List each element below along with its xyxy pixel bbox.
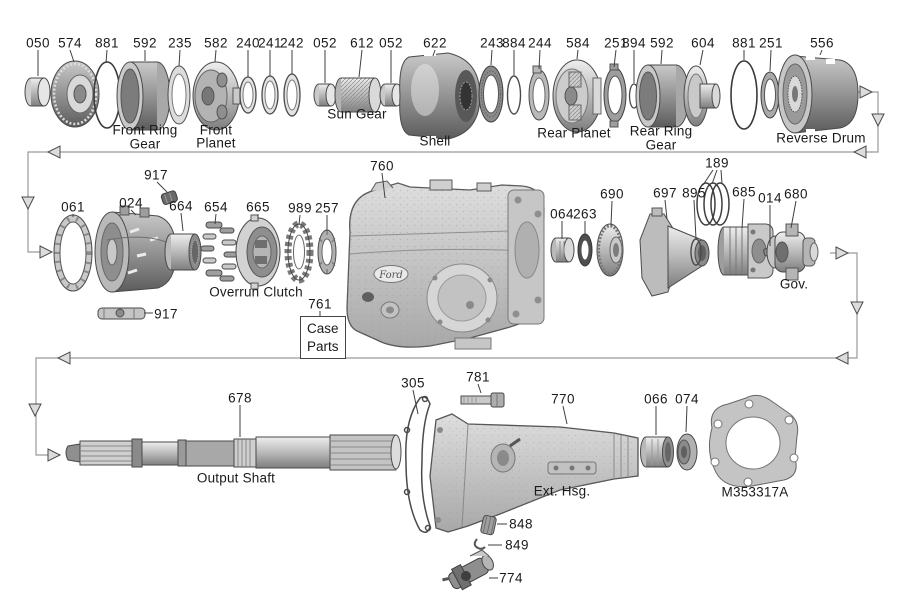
caption-rear-ring-gear-1: Rear Ring [629, 123, 693, 139]
callout-781: 781 [466, 369, 490, 385]
callout-884: 884 [502, 35, 526, 51]
part-061-band-drawing [54, 215, 92, 291]
leader-line-612 [359, 50, 362, 77]
part-050-bearing-drawing [25, 78, 50, 106]
part-242-ring-drawing [284, 74, 300, 116]
callout-240: 240 [236, 35, 260, 51]
leader-line-574 [70, 50, 74, 62]
callout-241: 241 [258, 35, 282, 51]
callout-582: 582 [204, 35, 228, 51]
part-781-bolt-drawing [461, 393, 504, 407]
caption-ext-hsg: Ext. Hsg. [533, 483, 591, 499]
callout-849: 849 [505, 537, 529, 553]
part-770-extension-housing-drawing [430, 414, 638, 532]
part-251-lugged-ring-right-drawing [761, 72, 779, 118]
callout-305: 305 [401, 375, 425, 391]
part-257-washer-drawing [318, 230, 336, 274]
part-263-washer-drawing [578, 234, 592, 266]
part-664-sleeve-drawing [165, 234, 201, 270]
leader-line-604 [700, 50, 703, 65]
callout-243: 243 [480, 35, 504, 51]
callout-592-front: 592 [133, 35, 157, 51]
callout-556: 556 [810, 35, 834, 51]
part-052-collar-left-drawing [314, 84, 336, 106]
callout-685: 685 [732, 184, 756, 200]
callout-881-rear: 881 [732, 35, 756, 51]
leader-line-685 [742, 199, 744, 228]
callout-895: 895 [682, 185, 706, 201]
leader-line-243 [491, 50, 492, 65]
leader-line-582 [215, 50, 216, 62]
part-884-ring-drawing [508, 76, 521, 114]
part-849-clip-drawing [475, 539, 485, 549]
leader-line-895 [694, 200, 696, 239]
leader-line-917-anchor [157, 182, 167, 192]
callout-917-strut: 917 [154, 306, 178, 322]
part-244-plate-drawing [529, 66, 549, 120]
leader-line-074 [686, 406, 687, 432]
leader-line-235 [179, 50, 180, 66]
leader-line-881-front [106, 50, 107, 63]
callout-052-right: 052 [379, 35, 403, 51]
leader-line-556 [820, 50, 822, 55]
callout-678: 678 [228, 390, 252, 406]
callout-612: 612 [350, 35, 374, 51]
callout-584: 584 [566, 35, 590, 51]
part-604-hub-drawing [684, 66, 720, 126]
callout-066: 066 [644, 391, 668, 407]
callout-064: 064 [550, 206, 574, 222]
leader-line-781 [478, 384, 481, 393]
part-305-gasket-drawing [405, 397, 431, 533]
part-m353317a-gasket-drawing [709, 395, 798, 486]
caption-overrun-clutch: Overrun Clutch [209, 284, 303, 300]
callout-622: 622 [423, 35, 447, 51]
caption-output-shaft: Output Shaft [196, 470, 276, 486]
callout-697: 697 [653, 185, 677, 201]
caption-sun-gear: Sun Gear [327, 106, 387, 122]
part-240-ring-drawing [240, 77, 256, 113]
part-881-snap-ring-rear-drawing [731, 61, 757, 129]
leader-line-251-right [770, 50, 771, 71]
part-064-bushing-drawing [551, 238, 574, 262]
part-189-seal-rings-drawing [697, 183, 729, 225]
callout-014: 014 [758, 190, 782, 206]
callout-654: 654 [204, 199, 228, 215]
caption-m353317a: M353317A [721, 484, 789, 500]
callout-052-left: 052 [313, 35, 337, 51]
callout-894: 894 [622, 35, 646, 51]
leader-line-770 [563, 406, 567, 424]
part-241-ring-drawing [262, 76, 278, 114]
callout-574: 574 [58, 35, 82, 51]
caption-front-planet-2: Planet [196, 135, 236, 151]
callout-761: 761 [308, 296, 332, 312]
callout-592-rear: 592 [650, 35, 674, 51]
part-074-seal-drawing [677, 434, 697, 470]
caption-rear-planet: Rear Planet [537, 125, 611, 141]
part-584-rear-planet-drawing [553, 60, 601, 132]
part-592-rear-ring-gear-drawing [636, 65, 689, 127]
leader-line-189 [721, 170, 722, 184]
callout-251-right: 251 [759, 35, 783, 51]
callout-061: 061 [61, 199, 85, 215]
callout-989: 989 [288, 200, 312, 216]
part-678-output-shaft-drawing [66, 435, 401, 470]
leader-line-592-rear [661, 50, 662, 64]
callout-774: 774 [499, 570, 523, 586]
part-697-adapter-cone-drawing [640, 208, 709, 296]
leader-line-584 [577, 50, 578, 59]
part-556-reverse-drum-drawing [778, 55, 858, 134]
part-774-speedometer-gear-drawing [440, 550, 498, 596]
caption-gov: Gov. [779, 276, 809, 292]
callout-263: 263 [573, 206, 597, 222]
part-654-roller-spring-set-drawing [201, 222, 238, 281]
callout-257: 257 [315, 200, 339, 216]
part-024-clutch-drum-drawing [95, 206, 176, 292]
callout-074: 074 [675, 391, 699, 407]
part-917-strut-drawing [98, 308, 145, 319]
caption-reverse-drum: Reverse Drum [776, 130, 866, 146]
callout-189: 189 [705, 155, 729, 171]
part-917-anchor-drawing [161, 190, 179, 205]
case-parts-line-1: Case [307, 321, 339, 336]
caption-front-planet-1: Front [199, 122, 233, 138]
part-690-gear-drawing [597, 224, 623, 276]
ford-logo-text: Ford [379, 270, 403, 281]
callout-770: 770 [551, 391, 575, 407]
callout-848: 848 [509, 516, 533, 532]
callout-664: 664 [169, 198, 193, 214]
callout-024: 024 [119, 195, 143, 211]
part-622-shell-drawing [400, 51, 480, 141]
part-243-clutch-plate-drawing [479, 66, 503, 122]
callout-604: 604 [691, 35, 715, 51]
caption-rear-ring-gear-2: Gear [645, 137, 677, 153]
caption-shell: Shell [419, 133, 451, 149]
leader-line-690 [611, 201, 612, 225]
callout-665: 665 [246, 199, 270, 215]
part-665-overrun-clutch-race-drawing [236, 215, 280, 289]
part-760-transmission-case-drawing [347, 180, 544, 349]
part-574-gear-drawing [51, 61, 99, 127]
caption-front-ring-gear-2: Gear [129, 136, 161, 152]
part-052-collar-right-drawing [380, 84, 402, 106]
leader-line-989 [299, 215, 300, 225]
part-612-sun-gear-drawing [335, 78, 381, 112]
callout-251-mid: 251 [604, 35, 628, 51]
callout-881-front: 881 [95, 35, 119, 51]
callout-242: 242 [280, 35, 304, 51]
callout-690: 690 [600, 186, 624, 202]
callout-760: 760 [370, 158, 394, 174]
callout-244: 244 [528, 35, 552, 51]
leader-line-189 [712, 170, 717, 184]
part-680-governor-drawing [767, 224, 818, 280]
part-592-front-ring-gear-drawing [117, 62, 170, 130]
case-parts-line-2: Parts [307, 338, 339, 354]
part-251-lugged-ring-mid-drawing [604, 64, 626, 127]
part-235-thrust-washer-drawing [168, 66, 190, 124]
part-066-bushing-drawing [641, 437, 674, 467]
callout-235: 235 [168, 35, 192, 51]
part-989-sprag-cage-drawing [288, 224, 310, 280]
callout-680: 680 [784, 186, 808, 202]
leader-line-664 [181, 213, 183, 231]
case-parts-box [300, 316, 346, 359]
callout-050: 050 [26, 35, 50, 51]
callout-917-anchor: 917 [144, 167, 168, 183]
caption-front-ring-gear-1: Front Ring [112, 122, 178, 138]
part-582-front-planet-drawing [193, 62, 240, 130]
